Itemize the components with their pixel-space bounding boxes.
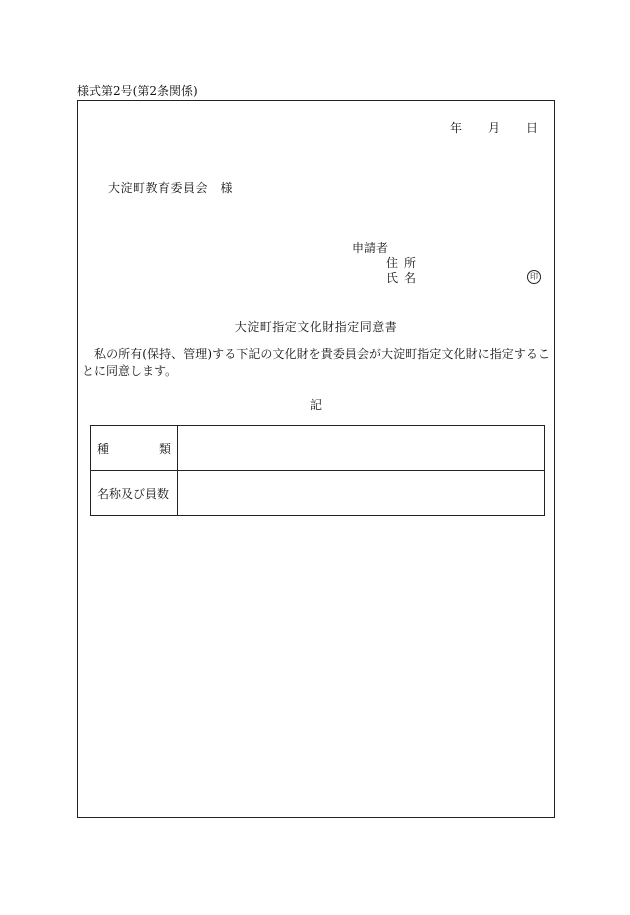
- applicant-block: [352, 241, 422, 286]
- date-line: [428, 119, 538, 136]
- document-title: 大淀町指定文化財指定同意書: [234, 320, 398, 334]
- seal-mark-icon: 印: [527, 270, 541, 284]
- table-row: [91, 471, 545, 516]
- address-label: 住所: [386, 256, 423, 270]
- consent-statement: 私の所有(保持、管理)する下記の文化財を貴委員会が大淀町指定文化財に指定することに同意します。: [82, 347, 550, 378]
- name-label: 氏名: [386, 271, 423, 285]
- name-row[interactable]: [352, 271, 422, 286]
- form-number: 様式第2号(第2条関係): [77, 84, 198, 98]
- address-row[interactable]: [352, 256, 422, 271]
- form-frame: [77, 100, 555, 818]
- addressee: 大淀町教育委員会 様: [108, 181, 234, 195]
- item-table: [90, 425, 545, 516]
- month-label: 月: [487, 121, 500, 135]
- name-count-label: 名称及び員数: [91, 471, 178, 516]
- year-label: 年: [449, 121, 462, 135]
- day-label: 日: [525, 121, 538, 135]
- type-label: 種類: [91, 426, 178, 471]
- type-value-cell[interactable]: [178, 426, 545, 471]
- name-count-value-cell[interactable]: [178, 471, 545, 516]
- month-blank[interactable]: [466, 119, 484, 136]
- day-blank[interactable]: [504, 119, 522, 136]
- table-row: [91, 426, 545, 471]
- applicant-heading: 申請者: [352, 241, 389, 255]
- ki-marker: 記: [309, 398, 322, 412]
- year-blank[interactable]: [428, 119, 446, 136]
